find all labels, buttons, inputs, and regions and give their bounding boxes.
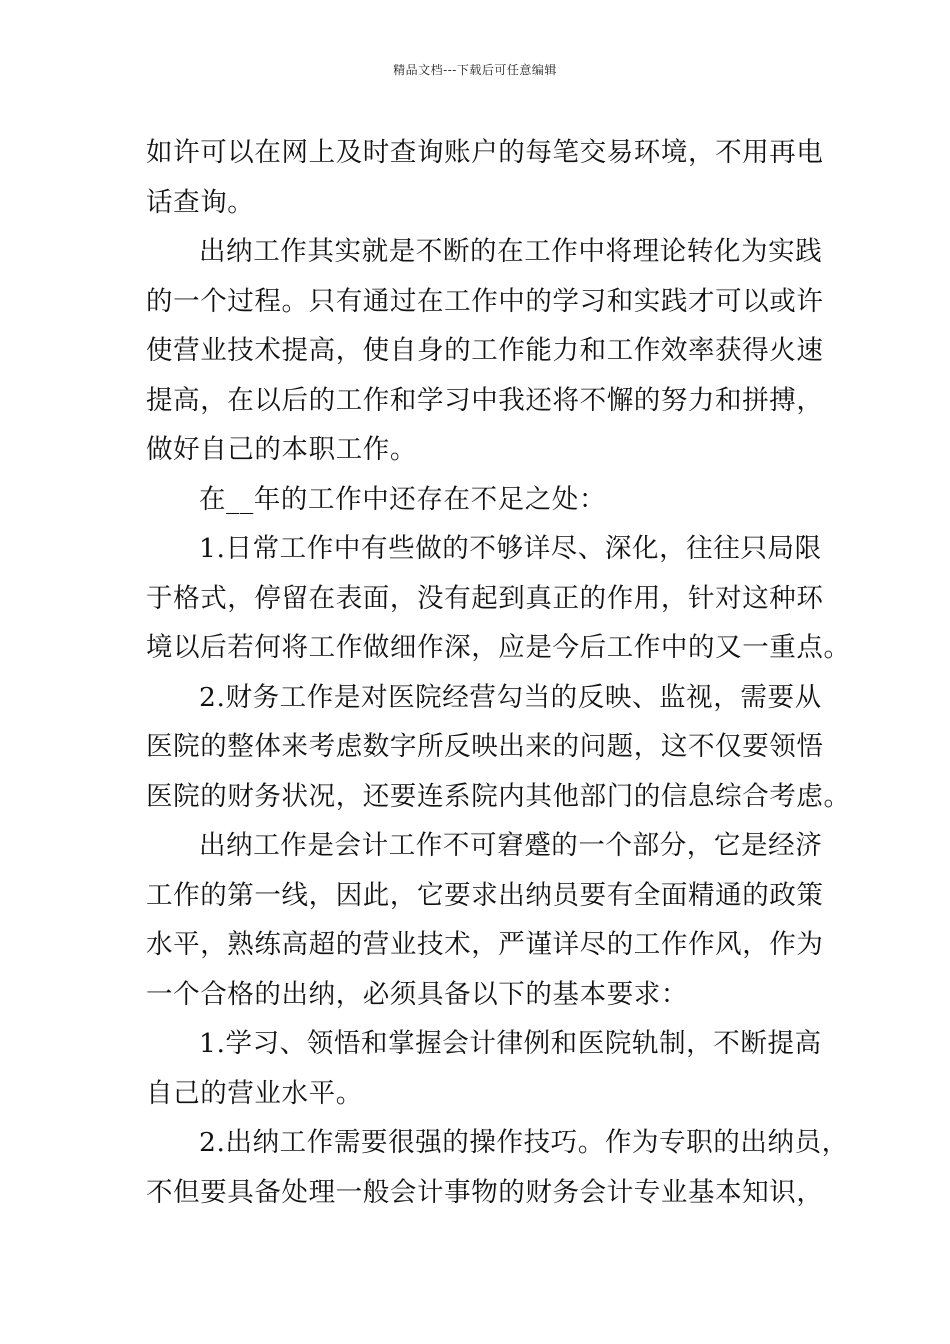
text-line: 1.学习、领悟和掌握会计律例和医院轨制，不断提高 xyxy=(199,1028,822,1059)
text-line: 话查询。 xyxy=(146,186,255,218)
text-line: 出纳工作其实就是不断的在工作中将理论转化为实践 xyxy=(199,236,823,267)
text-line: 于格式，停留在表面，没有起到真正的作用，针对这种环 xyxy=(146,582,824,614)
text-line: 医院的整体来考虑数字所反映出来的问题，这不仅要领悟 xyxy=(146,731,824,762)
text-line: 出纳工作是会计工作不可窘蹙的一个部分，它是经济 xyxy=(199,830,823,861)
text-line: 境以后若何将工作做细作深，应是今后工作中的又一重点。 xyxy=(146,632,851,663)
text-line: 提高，在以后的工作和学习中我还将不懈的努力和拼搏， xyxy=(146,384,824,416)
text-line: 不但要具备处理一般会计事物的财务会计专业基本知识， xyxy=(146,1176,824,1208)
text-line: 医院的财务状况，还要连系院内其他部门的信息综合考虑。 xyxy=(146,780,851,812)
text-line: 1.日常工作中有些做的不够详尽、深化，往往只局限 xyxy=(199,533,822,564)
document-body xyxy=(146,128,851,1217)
text-line: 在__年的工作中还存在不足之处： xyxy=(199,483,607,515)
text-line: 2.财务工作是对医院经营勾当的反映、监视，需要从 xyxy=(199,681,822,713)
text-line: 自己的营业水平。 xyxy=(146,1077,363,1109)
text-line: 做好自己的本职工作。 xyxy=(146,434,417,465)
text-line: 使营业技术提高，使自身的工作能力和工作效率获得火速 xyxy=(146,335,824,366)
text-line: 2.出纳工作需要很强的操作技巧。作为专职的出纳员， xyxy=(199,1127,849,1158)
text-line: 如许可以在网上及时查询账户的每笔交易环境，不用再电 xyxy=(146,137,824,168)
text-line: 一个合格的出纳，必须具备以下的基本要求： xyxy=(146,978,688,1010)
text-line: 水平，熟练高超的营业技术，严谨详尽的工作作风，作为 xyxy=(146,929,824,960)
page-header: 精品文档---下载后可任意编辑 xyxy=(393,63,557,77)
text-line: 的一个过程。只有通过在工作中的学习和实践才可以或许 xyxy=(146,285,824,317)
text-line: 工作的第一线，因此，它要求出纳员要有全面精通的政策 xyxy=(146,879,824,911)
